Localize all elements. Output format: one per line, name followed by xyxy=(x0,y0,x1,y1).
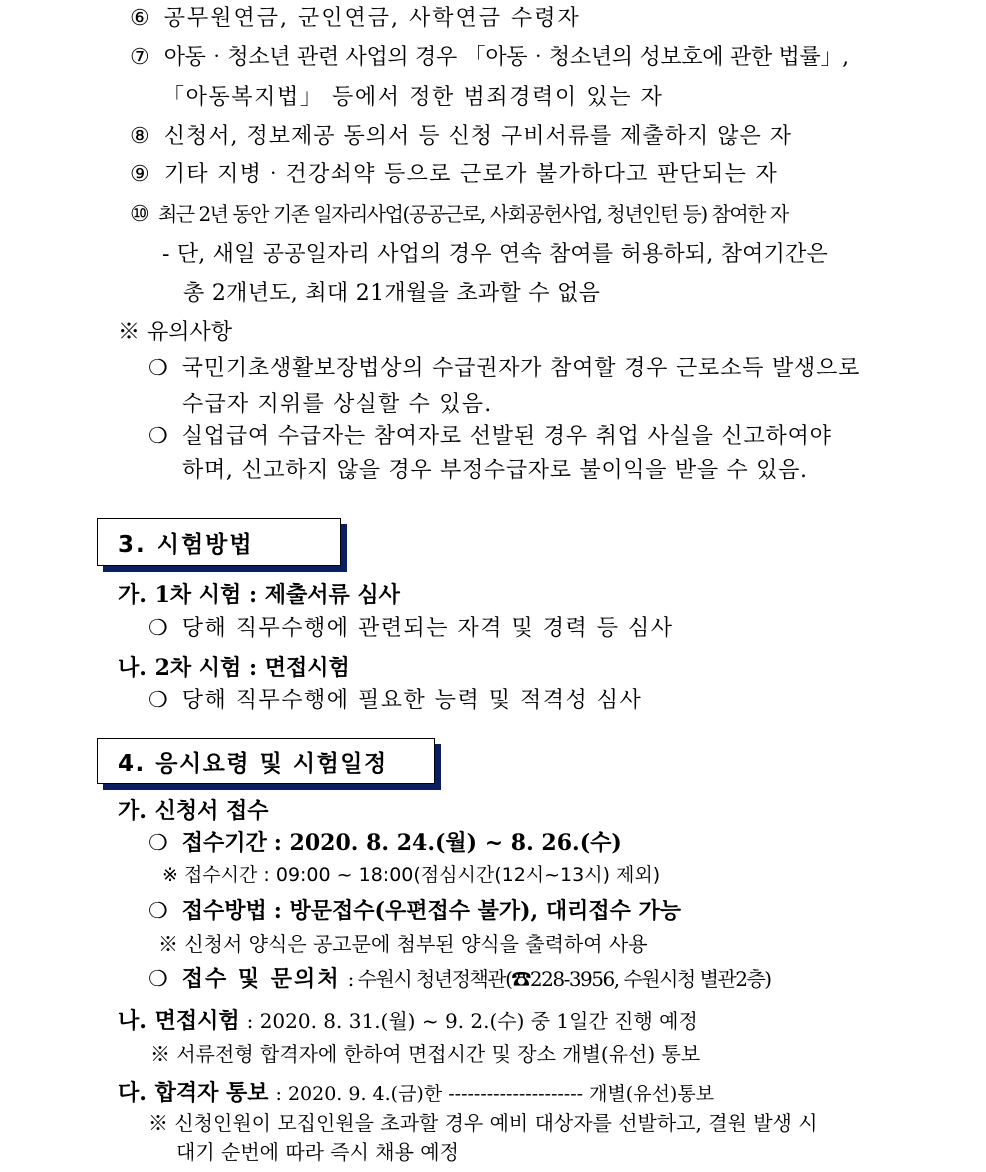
result-title: 다. 합격자 통보 xyxy=(118,1080,269,1106)
interview-value: : 2020. 8. 31.(월) ~ 9. 2.(수) 중 1일간 진행 예정 xyxy=(246,1009,698,1033)
interview-title: 나. 면접시험 xyxy=(118,1008,240,1034)
item-text: 신청서, 정보제공 동의서 등 신청 구비서류를 제출하지 않은 자 xyxy=(163,124,792,149)
circle-bullet-icon: ❍ xyxy=(148,967,168,992)
item-number: ⑧ xyxy=(130,124,150,149)
section-4-heading xyxy=(97,738,435,784)
item-text: 「아동복지법」 등에서 정한 범죄경력이 있는 자 xyxy=(162,85,664,110)
caution-item-1-continued xyxy=(182,394,492,416)
section-3-heading-text: 3. 시험방법 xyxy=(118,531,254,558)
circle-bullet-icon: ❍ xyxy=(148,616,168,641)
result-note: ※ 신청인원이 모집인원을 초과할 경우 예비 대상자를 선발하고, 결원 발생 시 xyxy=(148,1111,818,1135)
result-note-continued: 대기 순번에 따라 즉시 채용 예정 xyxy=(176,1140,459,1164)
list-item-6 xyxy=(130,8,581,30)
item-number: ⑩ xyxy=(130,202,149,227)
form-note: ※ 신청서 양식은 공고문에 첨부된 양식을 출력하여 사용 xyxy=(158,932,648,956)
application-time-note: ※ 접수시간 : 09:00 ~ 18:00(점심시간(12시~13시) 제외) xyxy=(162,864,661,886)
circle-bullet-icon: ❍ xyxy=(148,831,168,856)
interview-note: ※ 서류전형 합격자에 한하여 면접시간 및 장소 개별(유선) 통보 xyxy=(150,1042,701,1066)
list-item-8 xyxy=(130,126,792,148)
section-3-heading xyxy=(97,518,341,566)
section-3-item-a xyxy=(148,618,673,640)
caution-item-2 xyxy=(148,426,832,448)
result-value: : 2020. 9. 4.(금)한 --------------------- 개별(유선)통보 xyxy=(275,1083,715,1105)
list-item-7-continued xyxy=(162,87,664,109)
period-value: : 2020. 8. 24.(월) ~ 8. 26.(수) xyxy=(273,830,622,856)
caution-item-text: 수급자 지위를 상실할 수 있음. xyxy=(182,392,493,417)
circle-bullet-icon: ❍ xyxy=(148,899,168,924)
application-method xyxy=(148,900,681,923)
item-text: 공무원연금, 군인연금, 사학연금 수령자 xyxy=(163,6,581,31)
circle-bullet-icon: ❍ xyxy=(148,356,168,381)
application-contact xyxy=(148,968,771,991)
caution-item-text: 실업급여 수급자는 참여자로 선발된 경우 취업 사실을 신고하여야 xyxy=(181,424,832,449)
item-number: ⑨ xyxy=(130,162,150,187)
contact-value: : 수원시 청년정책관(☎228-3956, 수원시청 별관2층) xyxy=(347,967,771,991)
method-value: : 방문접수(우편접수 불가), 대리접수 가능 xyxy=(273,898,682,924)
section-4-subheading-a: 가. 신청서 접수 xyxy=(118,798,269,824)
item-text: 당해 직무수행에 필요한 능력 및 적격성 심사 xyxy=(181,688,643,713)
caution-item-1 xyxy=(148,358,860,380)
section-3-subheading-b: 나. 2차 시험 : 면접시험 xyxy=(118,655,350,681)
period-label: 접수기간 xyxy=(181,830,267,856)
list-item-7 xyxy=(130,47,849,69)
item-text: 당해 직무수행에 관련되는 자격 및 경력 등 심사 xyxy=(181,616,674,641)
item-number: ⑥ xyxy=(130,6,150,31)
section-3-subheading-a: 가. 1차 시험 : 제출서류 심사 xyxy=(118,582,400,608)
section-3-item-b xyxy=(148,690,642,712)
exception-line-1: - 단, 새일 공공일자리 사업의 경우 연속 참여를 허용하되, 참여기간은 xyxy=(162,242,828,267)
interview xyxy=(118,1010,698,1033)
circle-bullet-icon: ❍ xyxy=(148,424,168,449)
contact-label: 접수 및 문의처 xyxy=(181,966,341,992)
caution-item-text: 하며, 신고하지 않을 경우 부정수급자로 불이익을 받을 수 있음. xyxy=(182,458,808,483)
exception-line-2: 총 2개년도, 최대 21개월을 초과할 수 없음 xyxy=(183,281,601,306)
exception-note xyxy=(162,244,828,266)
result-notice xyxy=(118,1082,714,1105)
caution-item-text: 국민기초생활보장법상의 수급권자가 참여할 경우 근로소득 발생으로 xyxy=(181,356,861,381)
application-period xyxy=(148,832,622,855)
list-item-9 xyxy=(130,164,778,186)
exception-note-continued xyxy=(183,283,600,305)
list-item-10 xyxy=(130,204,788,226)
item-text: 최근 2년 동안 기존 일자리사업(공공근로, 사회공헌사업, 청년인턴 등) 참여한 자 xyxy=(157,202,788,226)
item-number: ⑦ xyxy=(130,45,150,70)
circle-bullet-icon: ❍ xyxy=(148,688,168,713)
method-label: 접수방법 xyxy=(181,898,267,924)
caution-item-2-continued xyxy=(182,460,808,482)
caution-title: ※ 유의사항 xyxy=(118,320,233,345)
item-text: 아동‧청소년 관련 사업의 경우 「아동‧청소년의 성보호에 관한 법률」, xyxy=(163,45,849,70)
section-4-heading-text: 4. 응시요령 및 시험일정 xyxy=(118,750,388,777)
item-text: 기타 지병‧건강쇠약 등으로 근로가 불가하다고 판단되는 자 xyxy=(163,162,779,187)
